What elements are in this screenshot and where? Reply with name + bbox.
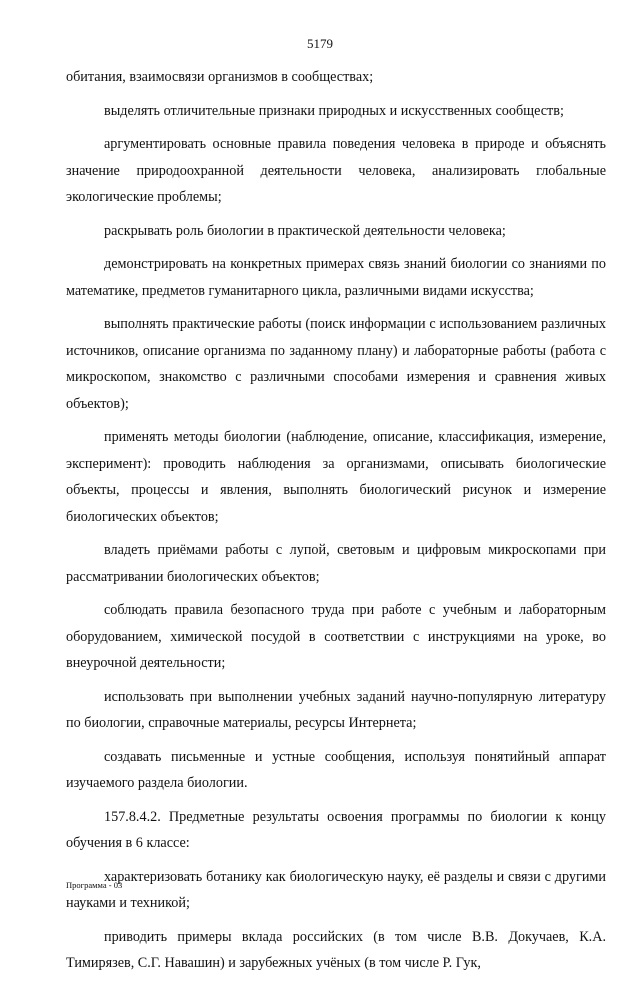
document-body	[66, 64, 606, 984]
section-heading-paragraph: 157.8.4.2. Предметные результаты освоения программы по биологии к концу обучения в 6 классе:	[66, 808, 606, 851]
paragraph: аргументировать основные правила поведения человека в природе и объяснять значение природоохранной деятельности человека, анализировать глобальные экологические проблемы;	[66, 136, 606, 205]
paragraph: соблюдать правила безопасного труда при работе с учебным и лабораторным оборудованием, химической посудой в соответствии с инструкциями на уроке, во внеурочной деятельности;	[66, 602, 606, 671]
paragraph: применять методы биологии (наблюдение, описание, классификация, измерение, эксперимент): проводить наблюдения за организмами, описывать биологические объекты, процессы и явления, выполнять биологический рисунок и измерение биологических объектов;	[66, 429, 606, 525]
paragraph: выполнять практические работы (поиск информации с использованием различных источников, описание организма по заданному плану) и лабораторные работы (работа с микроскопом, знакомство с различными способами измерения и сравнения живых объектов);	[66, 316, 606, 412]
paragraph: использовать при выполнении учебных заданий научно-популярную литературу по биологии, справочные материалы, ресурсы Интернета;	[66, 688, 606, 731]
page-number: 5179	[307, 36, 333, 51]
paragraph: демонстрировать на конкретных примерах связь знаний биологии со знаниями по математике, предметов гуманитарного цикла, различными видами искусства;	[66, 256, 606, 299]
paragraph: характеризовать ботанику как биологическую науку, её разделы и связи с другими науками и техникой;	[66, 868, 606, 911]
footer-label: Программа - 03	[66, 880, 123, 890]
paragraph: создавать письменные и устные сообщения, используя понятийный аппарат изучаемого раздела биологии.	[66, 748, 606, 791]
paragraph: приводить примеры вклада российских (в том числе В.В. Докучаев, К.А. Тимирязев, С.Г. Навашин) и зарубежных учёных (в том числе Р. Гук,	[66, 928, 606, 971]
paragraph: раскрывать роль биологии в практической деятельности человека;	[104, 222, 506, 239]
paragraph: обитания, взаимосвязи организмов в сообществах;	[66, 69, 374, 85]
paragraph: выделять отличительные признаки природных и искусственных сообществ;	[104, 102, 564, 119]
paragraph: владеть приёмами работы с лупой, световым и цифровым микроскопами при рассматривании биологических объектов;	[66, 542, 606, 585]
